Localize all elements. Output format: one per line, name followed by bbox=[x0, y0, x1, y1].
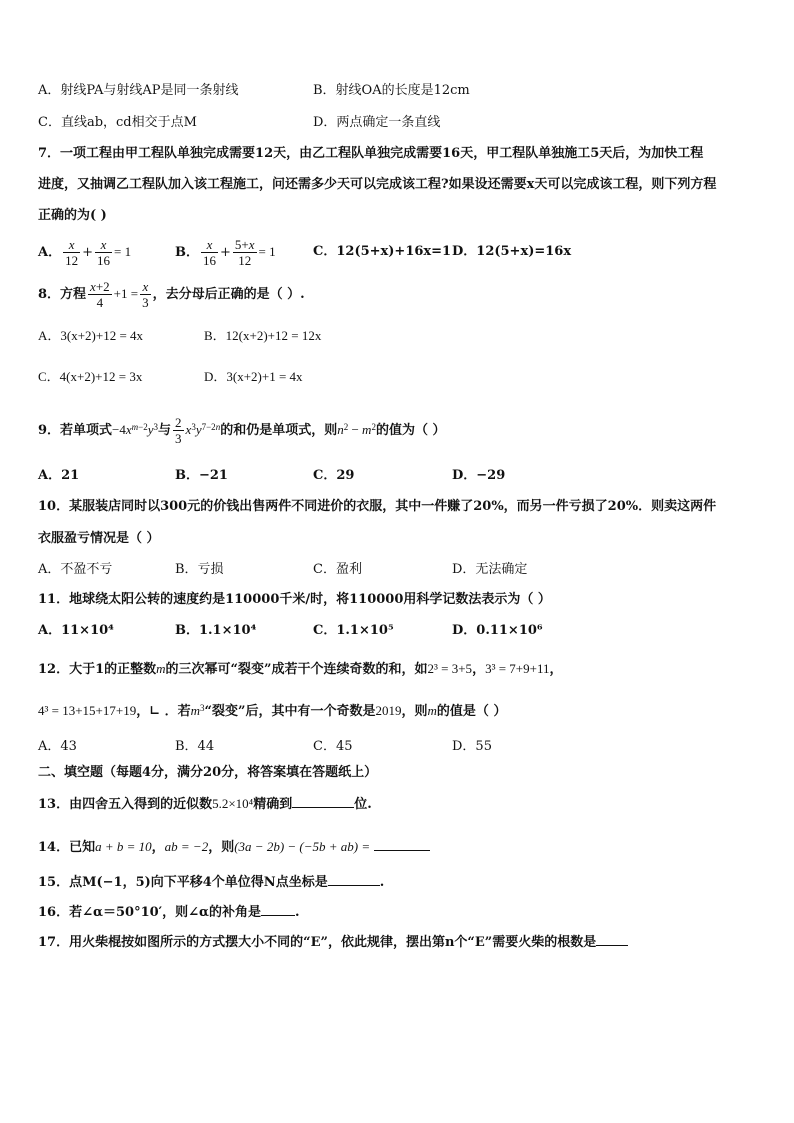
q12-line2d: 的值是（ ） bbox=[436, 704, 507, 719]
q14-sep: ， bbox=[151, 840, 165, 855]
q9-option-b: B．−21 bbox=[175, 468, 228, 483]
q6-option-a: A．射线PA与射线AP是同一条射线 bbox=[38, 83, 239, 98]
fraction: $\frac{5+x}{12}$ bbox=[234, 237, 255, 268]
q9-stem: 9．若单项式$-4x^{m-2}y^3$与 $\frac{2}{3}$ $x^3y^{7-2n}$的和仍是单项式，则$n^2 - m^2$的值为（ ） bbox=[38, 415, 446, 446]
q8-prefix: 8．方程 bbox=[38, 287, 87, 302]
q11-option-d: D．0.11×10⁶ bbox=[452, 623, 543, 638]
q12-line2b: “裂变”后，其中有一个奇数是 bbox=[204, 704, 376, 719]
q7-a-label: A． bbox=[38, 245, 62, 260]
q13-prefix: 13．由四舍五入得到的近似数 bbox=[38, 797, 213, 812]
q12-line-1: 12．大于1的正整数m的三次幂可“裂变”成若干个连续奇数的和，如2³ = 3+5，3³ = 7+9+11， bbox=[38, 661, 563, 677]
section-heading: 二、填空题（每题4分，满分20分，将答案填在答题纸上） bbox=[38, 765, 378, 780]
q7-line-2: 进度，又抽调乙工程队加入该工程施工，问还需多少天可以完成该工程?如果设还需要x天可以完成该工程，则下列方程 bbox=[38, 177, 717, 192]
q7-b-equals: = 1 bbox=[258, 244, 276, 259]
q10-option-b: B．亏损 bbox=[175, 562, 224, 577]
q9-suffix: 的和仍是单项式，则 bbox=[220, 423, 338, 438]
q13-suffix: 精确到 bbox=[253, 797, 293, 812]
fraction: $\frac{x}{16}$ bbox=[203, 237, 216, 268]
fraction: $\frac{2}{3}$ bbox=[175, 415, 182, 446]
q11-option-a: A．11×10⁴ bbox=[38, 623, 114, 638]
q7-a-equals: = 1 bbox=[114, 244, 132, 259]
answer-blank[interactable] bbox=[374, 850, 430, 851]
q10-line-2: 衣服盈亏情况是（ ） bbox=[38, 531, 160, 546]
q14-expr-1: a + b = 10 bbox=[95, 839, 152, 854]
q8-option-b: B．12(x+2)+12 = 12x bbox=[204, 328, 322, 343]
answer-blank[interactable] bbox=[261, 915, 295, 916]
q9-option-a: A．21 bbox=[38, 468, 80, 483]
q7-option-d: D．12(5+x)=16x bbox=[452, 244, 572, 259]
q6-option-d: D．两点确定一条直线 bbox=[313, 115, 441, 130]
q17-text: 17．用火柴棍按如图所示的方式摆大小不同的“E”，依此规律，摆出第n个“E”需要火柴的根数是 bbox=[38, 935, 597, 950]
q9-option-d: D．−29 bbox=[452, 468, 506, 483]
q14 bbox=[38, 838, 430, 857]
q12-example-3: 4³ = 13+15+17+19 bbox=[38, 703, 137, 718]
fraction: $\frac{x}{12}$ bbox=[65, 237, 79, 268]
q6-option-c: C．直线ab，cd相交于点M bbox=[38, 115, 197, 130]
q14-prefix: 14．已知 bbox=[38, 840, 96, 855]
q14-mid: ，则 bbox=[208, 840, 235, 855]
q12-example-2: 3³ = 7+9+11 bbox=[485, 661, 550, 676]
q12-option-c: C．45 bbox=[313, 739, 353, 754]
q10-option-a: A．不盈不亏 bbox=[38, 562, 113, 577]
q14-expr-3: (3a − 2b) − (−5b + ab) = bbox=[234, 839, 371, 854]
q12-line1a: 12．大于1的正整数 bbox=[38, 662, 157, 677]
q8-option-c: C．4(x+2)+12 = 3x bbox=[38, 369, 143, 384]
q8-suffix: ，去分母后正确的是（ ）. bbox=[152, 287, 305, 302]
fraction: $\frac{x}{16}$ bbox=[97, 237, 110, 268]
q9-mid: 与 bbox=[158, 423, 172, 438]
q15 bbox=[38, 874, 384, 892]
answer-blank[interactable] bbox=[328, 885, 380, 886]
q12-line2c: ，则 bbox=[401, 704, 428, 719]
q8-option-a: A．3(x+2)+12 = 4x bbox=[38, 328, 144, 343]
q16-tail: . bbox=[295, 905, 300, 920]
q11-option-b: B．1.1×10⁴ bbox=[175, 623, 257, 638]
q9-prefix: 9．若单项式 bbox=[38, 423, 113, 438]
q13-number: 5.2×10⁴ bbox=[212, 796, 254, 811]
q10-option-d: D．无法确定 bbox=[452, 562, 528, 577]
q14-expr-2: ab = −2 bbox=[164, 839, 209, 854]
q10-option-c: C．盈利 bbox=[313, 562, 362, 577]
q15-tail: . bbox=[379, 875, 385, 890]
q9-option-c: C．29 bbox=[313, 468, 355, 483]
q12-odd: 2019 bbox=[375, 703, 402, 718]
fraction: $\frac{x}{3}$ bbox=[142, 279, 149, 310]
q10-line-1: 10．某服装店同时以300元的价钱出售两件不同进价的衣服，其中一件赚了20%，而另一件亏损了20%．则卖这两件 bbox=[38, 499, 717, 514]
q13-tail: 位. bbox=[354, 797, 372, 812]
q7-option-c: C．12(5+x)+16x=1 bbox=[313, 244, 452, 259]
q9-tail: 的值为（ ） bbox=[375, 423, 446, 438]
q13 bbox=[38, 795, 372, 814]
q12-line1b: 的三次幂可“裂变”成若干个连续奇数的和，如 bbox=[165, 662, 428, 677]
q15-text: 15．点M(−1，5)向下平移4个单位得N点坐标是 bbox=[38, 875, 328, 890]
q7-line-1: 7．一项工程由甲工程队单独完成需要12天，由乙工程队单独完成需要16天，甲工程队单独施工5天后，为加快工程 bbox=[38, 146, 704, 161]
q7-option-a: A． $\frac{x}{12}$ + $\frac{x}{16}$ = 1 bbox=[38, 237, 132, 268]
q12-option-b: B．44 bbox=[175, 739, 215, 754]
q12-option-a: A．43 bbox=[38, 739, 77, 754]
q16 bbox=[38, 904, 300, 922]
q6-option-b: B．射线OA的长度是12cm bbox=[313, 83, 470, 98]
q7-b-label: B． bbox=[175, 245, 199, 260]
q8-stem: 8．方程 $\frac{x+2}{4}$ +1 = $\frac{x}{3}$ ，去分母后正确的是（ ）. bbox=[38, 279, 305, 310]
q11-line-1: 11．地球绕太阳公转的速度约是110000千米/时，将110000用科学记数法表示为（ ） bbox=[38, 592, 551, 607]
fraction: $\frac{x+2}{4}$ bbox=[90, 279, 110, 310]
q7-line-3: 正确的为( ) bbox=[38, 208, 107, 223]
answer-blank[interactable] bbox=[596, 945, 628, 946]
q11-option-c: C．1.1×10⁵ bbox=[313, 623, 394, 638]
q7-option-b: B． $\frac{x}{16}$ + $\frac{5+x}{12}$ = 1 bbox=[175, 237, 276, 268]
answer-blank[interactable] bbox=[292, 807, 354, 808]
q12-example-1: 2³ = 3+5 bbox=[427, 661, 473, 676]
q17 bbox=[38, 934, 628, 952]
q8-option-d: D．3(x+2)+1 = 4x bbox=[204, 369, 303, 384]
q16-text: 16．若∠α＝50°10′，则∠α的补角是 bbox=[38, 905, 261, 920]
q12-line-2: 4³ = 13+15+17+19，∟ ．若$m^3“$裂变”后，其中有一个奇数是2019，则m的值是（ ） bbox=[38, 703, 507, 719]
q12-option-d: D．55 bbox=[452, 739, 492, 754]
q12-line2a: ，∟ ．若 bbox=[136, 704, 191, 719]
